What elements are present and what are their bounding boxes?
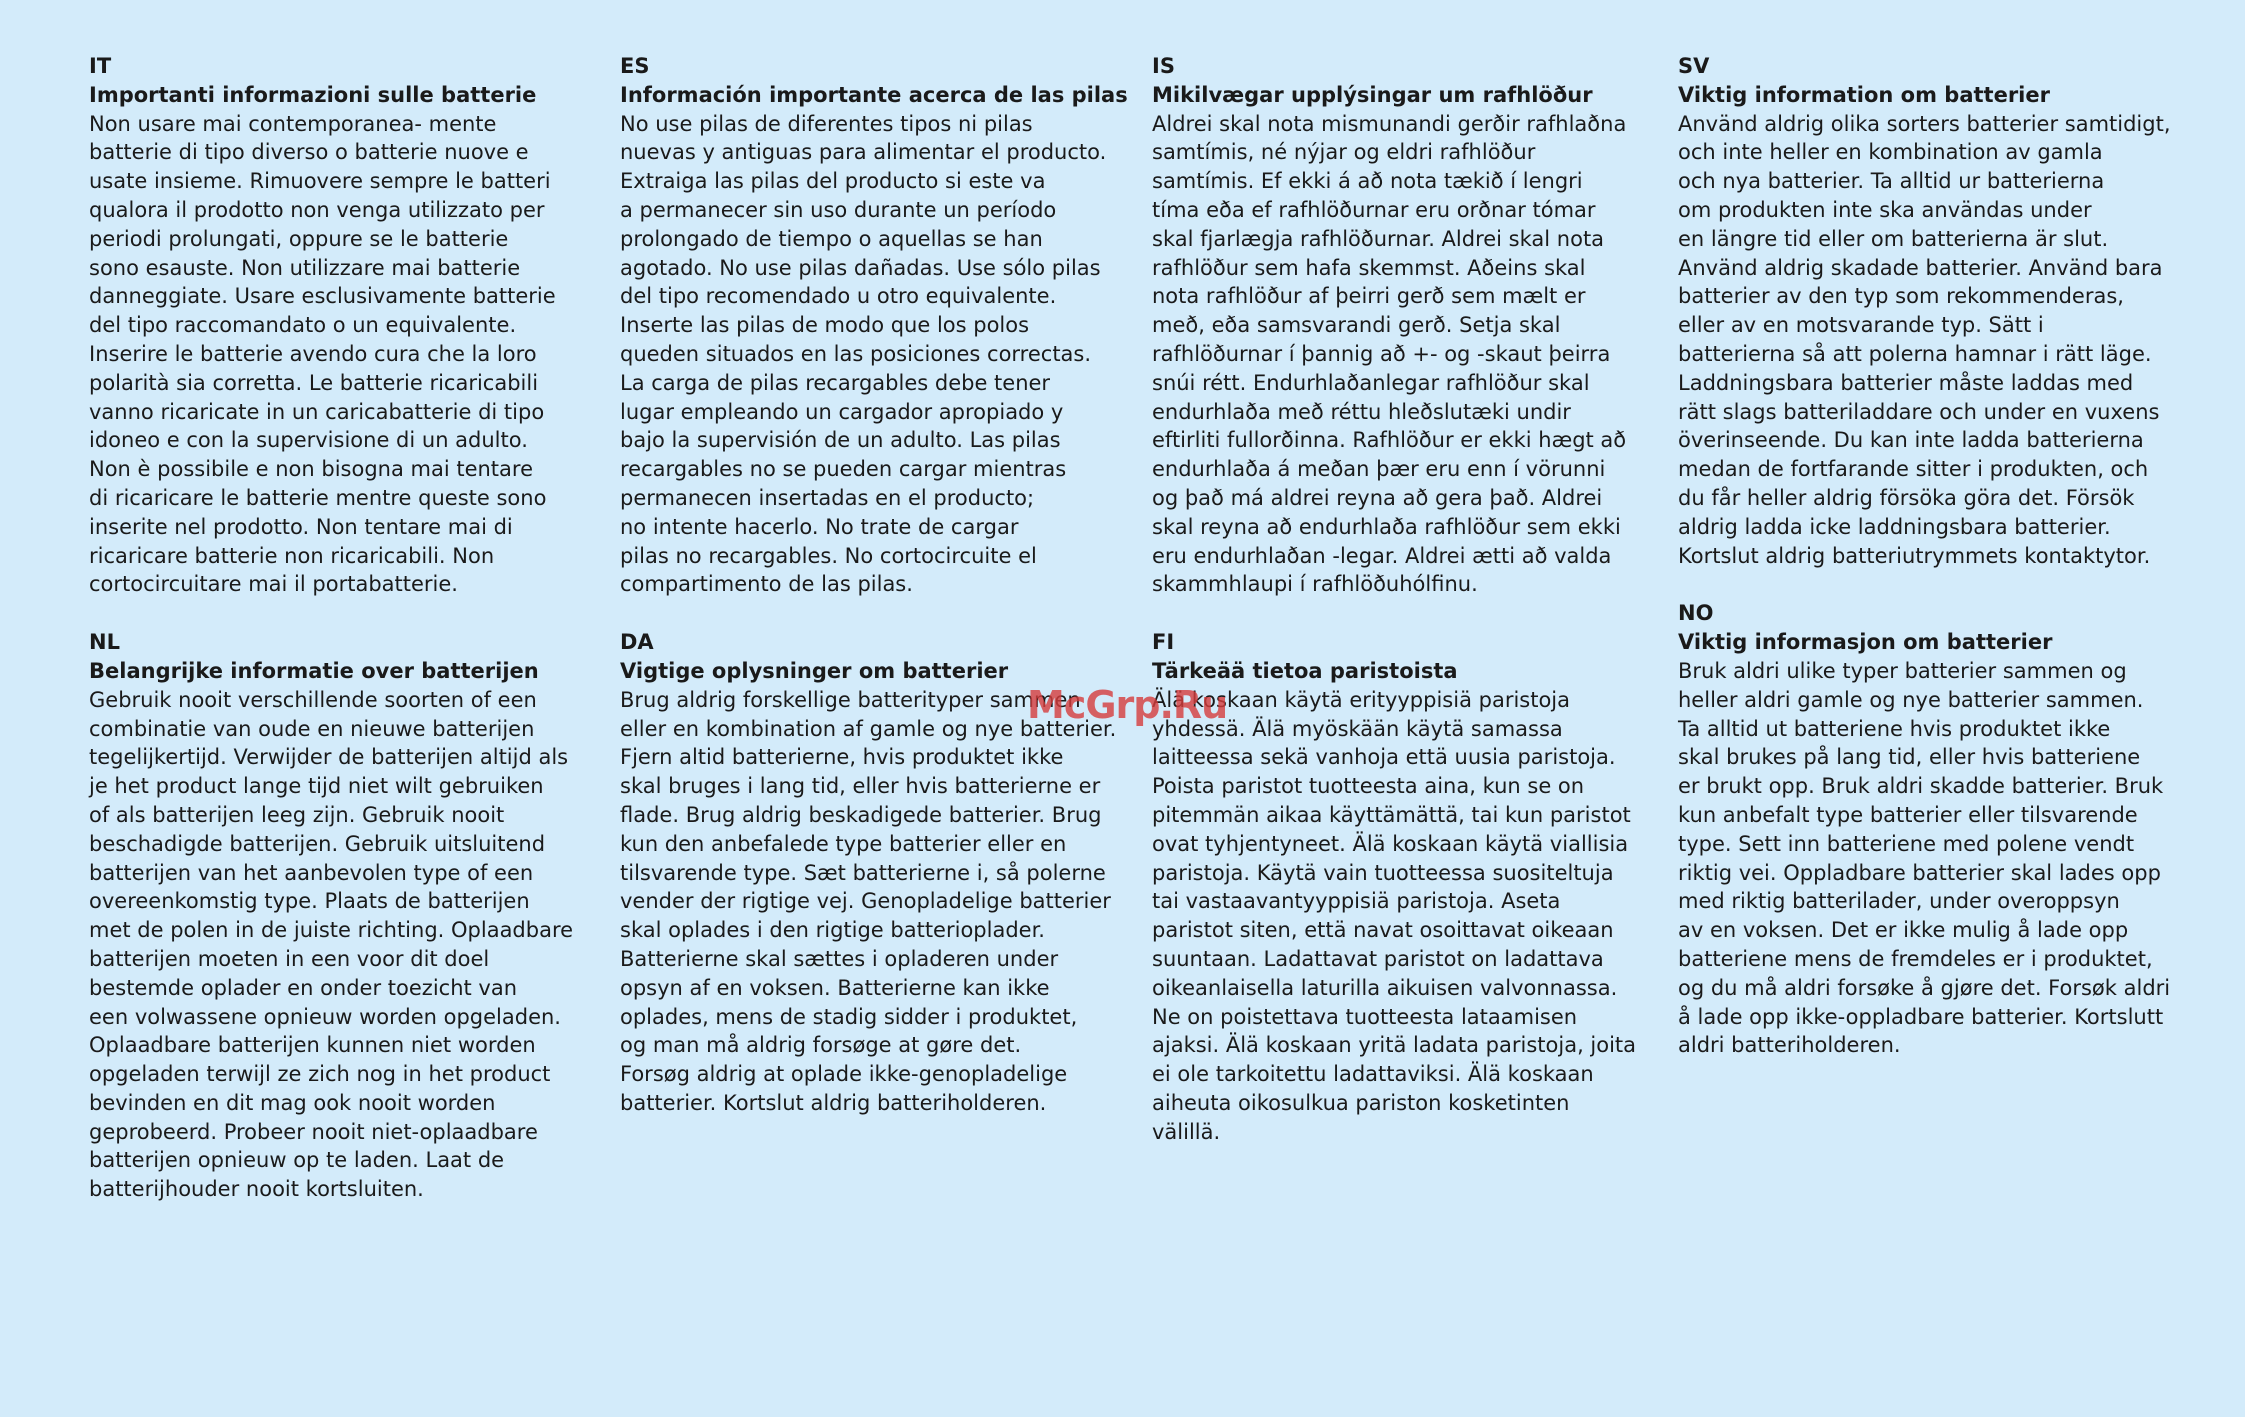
body-text-line: ajaksi. Älä koskaan yritä ladata paristoja, joita: [1152, 1033, 1637, 1058]
column-2: [620, 52, 1140, 1147]
body-text-line: riktig vei. Oppladbare batterier skal lades opp: [1678, 860, 2161, 885]
body-text-line: skammhlaupi í rafhlöðuhólfinu.: [1152, 572, 1478, 597]
column-1: [89, 52, 609, 1233]
section-heading: Belangrijke informatie over batterijen: [89, 658, 539, 683]
language-code: SV: [1678, 54, 1710, 78]
body-text-line: kun anbefalt type batterier eller tilsvarende: [1678, 802, 2138, 827]
body-text-line: inserite nel prodotto. Non tentare mai di: [89, 514, 513, 539]
body-text-line: om produkten inte ska användas under: [1678, 197, 2092, 222]
body-text-line: Batterierne skal sættes i opladeren under: [620, 946, 1059, 971]
body-text-line: een volwassene opnieuw worden opgeladen.: [89, 1004, 561, 1029]
body-text-line: bajo la supervisión de un adulto. Las pilas: [620, 428, 1061, 453]
body-text-line: en längre tid eller om batterierna är slut.: [1678, 226, 2109, 251]
body-text-line: qualora il prodotto non venga utilizzato per: [89, 197, 545, 222]
body-text-line: med riktig batterilader, under overoppsyn: [1678, 889, 2120, 914]
body-text-line: rafhlöðurnar í þannig að +- og -skaut þeirra: [1152, 341, 1611, 366]
section-heading: Tärkeää tietoa paristoista: [1152, 658, 1458, 683]
body-text-line: je het product lange tijd niet wilt gebruiken: [89, 774, 544, 799]
language-code: ES: [620, 54, 650, 78]
body-text-line: medan de fortfarande sitter i produkten, och: [1678, 457, 2149, 482]
section-heading: Importanti informazioni sulle batterie: [89, 82, 537, 107]
body-text-line: batterier av den typ som rekommenderas,: [1678, 284, 2124, 309]
body-text-line: samtímis, né nýjar og eldri rafhlöður: [1152, 140, 1536, 165]
body-text-line: usate insieme. Rimuovere sempre le batteri: [89, 169, 551, 194]
body-text-line: La carga de pilas recargables debe tener: [620, 370, 1051, 395]
body-text-line: Fjern altid batterierne, hvis produktet ikke: [620, 745, 1064, 770]
language-code: IS: [1152, 54, 1175, 78]
body-text-line: pilas no recargables. No cortocircuite el: [620, 543, 1037, 568]
body-text-line: permanecen insertadas en el producto;: [620, 485, 1035, 510]
body-text-line: ovat tyhjentyneet. Älä koskaan käytä viallisia: [1152, 831, 1629, 856]
body-text-line: type. Sett inn batteriene med polene vendt: [1678, 831, 2135, 856]
section-nl: [89, 628, 609, 1204]
body-text-line: endurhlaða með réttu hleðslutæki undir: [1152, 399, 1571, 424]
body-text-line: snúi rétt. Endurhlaðanlegar rafhlöður skal: [1152, 370, 1590, 395]
body-text-line: danneggiate. Usare esclusivamente batterie: [89, 284, 556, 309]
body-text-line: å lade opp ikke-oppladbare batterier. Kortslutt: [1678, 1004, 2164, 1029]
body-text-line: vanno ricaricate in un caricabatterie di tipo: [89, 399, 545, 424]
body-text-line: er brukt opp. Bruk aldri skadde batterier. Bruk: [1678, 774, 2164, 799]
language-code: IT: [89, 54, 112, 78]
body-text-line: heller aldri gamle og nye batterier sammen.: [1678, 687, 2144, 712]
column-4: [1678, 52, 2208, 1089]
body-text-line: di ricaricare le batterie mentre queste sono: [89, 485, 547, 510]
body-text-line: Älä koskaan käytä erityyppisiä paristoja: [1152, 687, 1571, 712]
body-text-line: oikeanlaisella laturilla aikuisen valvonnassa.: [1152, 975, 1618, 1000]
body-text-line: Aldrei skal nota mismunandi gerðir rafhlaðna: [1152, 111, 1627, 136]
body-text-line: Ta alltid ut batteriene hvis produktet ikke: [1678, 716, 2111, 741]
body-text-line: combinatie van oude en nieuwe batterijen: [89, 716, 535, 741]
body-text-line: ei ole tarkoitettu ladattaviksi. Älä koskaan: [1152, 1062, 1594, 1087]
body-text-line: bevinden en dit mag ook nooit worden: [89, 1090, 496, 1115]
body-text-line: paristoja. Käytä vain tuotteessa suositeltuja: [1152, 860, 1614, 885]
section-is: [1152, 52, 1672, 599]
body-text-line: opgeladen terwijl ze zich nog in het product: [89, 1062, 551, 1087]
body-text-line: no intente hacerlo. No trate de cargar: [620, 514, 1019, 539]
body-text-line: skal reyna að endurhlaða rafhlöður sem ekki: [1152, 514, 1621, 539]
body-text-line: opsyn af en voksen. Batterierne kan ikke: [620, 975, 1050, 1000]
body-text-line: vender der rigtige vej. Genopladelige batterier: [620, 889, 1111, 914]
body-text-line: samtímis. Ef ekki á að nota tækið í lengri: [1152, 169, 1583, 194]
body-text-line: batterijen van het aanbevolen type of een: [89, 860, 534, 885]
body-text-line: Oplaadbare batterijen kunnen niet worden: [89, 1033, 536, 1058]
body-text-line: agotado. No use pilas dañadas. Use sólo pilas: [620, 255, 1101, 280]
body-text-line: yhdessä. Älä myöskään käytä samassa: [1152, 716, 1563, 741]
section-heading: Vigtige oplysninger om batterier: [620, 658, 1009, 683]
body-text-line: a permanecer sin uso durante un período: [620, 197, 1057, 222]
section-fi: [1152, 628, 1672, 1146]
body-text-line: batterijen moeten in een voor dit doel: [89, 946, 490, 971]
section-sv: [1678, 52, 2208, 570]
body-text-line: Forsøg aldrig at oplade ikke-genopladelige: [620, 1062, 1068, 1087]
body-text-line: och inte heller en kombination av gamla: [1678, 140, 2103, 165]
body-text-line: nota rafhlöður af þeirri gerð sem mælt er: [1152, 284, 1586, 309]
body-text-line: Laddningsbara batterier måste laddas med: [1678, 370, 2134, 395]
body-text-line: Använd aldrig olika sorters batterier samtidigt,: [1678, 111, 2171, 136]
body-text-line: oplades, mens de stadig sidder i produktet,: [620, 1004, 1078, 1029]
section-es: [620, 52, 1140, 599]
body-text-line: beschadigde batterijen. Gebruik uitsluitend: [89, 831, 546, 856]
body-text-line: geprobeerd. Probeer nooit niet-oplaadbare: [89, 1119, 538, 1144]
body-text-line: periodi prolungati, oppure se le batterie: [89, 226, 509, 251]
body-text-line: tegelijkertijd. Verwijder de batterijen altijd als: [89, 745, 569, 770]
body-text-line: Poista paristot tuotteesta aina, kun se on: [1152, 774, 1585, 799]
body-text-line: paristot siten, että navat osoittavat oikeaan: [1152, 918, 1614, 943]
body-text-line: tilsvarende type. Sæt batterierne i, så polerne: [620, 860, 1106, 885]
body-text-line: du får heller aldrig försöka göra det. Försök: [1678, 485, 2135, 510]
body-text-line: Inserte las pilas de modo que los polos: [620, 313, 1030, 338]
section-heading: Información importante acerca de las pilas: [620, 82, 1128, 107]
section-heading: Mikilvægar upplýsingar um rafhlöður: [1152, 82, 1593, 107]
body-text-line: eller en kombination af gamle og nye batterier.: [620, 716, 1117, 741]
body-text-line: Bruk aldri ulike typer batterier sammen og: [1678, 658, 2127, 683]
body-text-line: of als batterijen leeg zijn. Gebruik nooit: [89, 802, 505, 827]
body-text-line: recargables no se pueden cargar mientras: [620, 457, 1067, 482]
language-code: NL: [89, 630, 120, 655]
body-text-line: batterier. Kortslut aldrig batteriholderen.: [620, 1090, 1047, 1115]
body-text-line: del tipo recomendado u otro equivalente.: [620, 284, 1057, 309]
body-text-line: aldrig ladda icke laddningsbara batterier.: [1678, 514, 2111, 539]
body-text-line: eru endurhlaðan -legar. Aldrei ætti að valda: [1152, 543, 1612, 568]
body-text-line: sono esauste. Non utilizzare mai batterie: [89, 255, 521, 280]
body-text-line: prolongado de tiempo o aquellas se han: [620, 226, 1043, 251]
body-text-line: Kortslut aldrig batteriutrymmets kontaktytor.: [1678, 543, 2151, 568]
body-text-line: rätt slags batteriladdare och under en vuxens: [1678, 399, 2160, 424]
body-text-line: Non è possibile e non bisogna mai tentare: [89, 457, 533, 482]
body-text-line: överinseende. Du kan inte ladda batterierna: [1678, 428, 2144, 453]
body-text-line: Brug aldrig forskellige batterityper sammen: [620, 687, 1081, 712]
body-text-line: Gebruik nooit verschillende soorten of een: [89, 687, 537, 712]
body-text-line: endurhlaða á meðan þær eru enn í vörunni: [1152, 457, 1606, 482]
body-text-line: Ne on poistettava tuotteesta lataamisen: [1152, 1004, 1578, 1029]
body-text-line: tai vastaavantyyppisiä paristoja. Aseta: [1152, 889, 1561, 914]
body-text-line: och nya batterier. Ta alltid ur batterierna: [1678, 169, 2105, 194]
body-text-line: bestemde oplader en onder toezicht van: [89, 975, 518, 1000]
body-text-line: queden situados en las posiciones correctas.: [620, 341, 1092, 366]
body-text-line: aldri batteriholderen.: [1678, 1033, 1901, 1058]
section-heading: Viktig informasjon om batterier: [1678, 630, 2053, 655]
body-text-line: No use pilas de diferentes tipos ni pilas: [620, 111, 1033, 136]
section-it: [89, 52, 609, 599]
body-text-line: polarità sia corretta. Le batterie ricaricabili: [89, 370, 539, 395]
body-text-line: og man må aldrig forsøge at gøre det.: [620, 1033, 1022, 1058]
body-text-line: eftirliti fullorðinna. Rafhlöður er ekki hægt að: [1152, 428, 1627, 453]
body-text-line: Non usare mai contemporanea- mente: [89, 111, 497, 136]
body-text-line: batterie di tipo diverso o batterie nuove e: [89, 140, 529, 165]
body-text-line: av en voksen. Det er ikke mulig å lade opp: [1678, 918, 2129, 943]
body-text-line: rafhlöður sem hafa skemmst. Aðeins skal: [1152, 255, 1586, 280]
body-text-line: skal brukes på lang tid, eller hvis batteriene: [1678, 745, 2141, 770]
body-text-line: pitemmän aikaa käyttämättä, tai kun paristot: [1152, 802, 1631, 827]
column-3: [1152, 52, 1672, 1175]
language-code: FI: [1152, 630, 1175, 655]
body-text-line: kun den anbefalede type batterier eller en: [620, 831, 1067, 856]
body-text-line: del tipo raccomandato o un equivalente.: [89, 313, 517, 338]
body-text-line: og það má aldrei reyna að gera það. Aldrei: [1152, 485, 1603, 510]
body-text-line: batterijhouder nooit kortsluiten.: [89, 1177, 424, 1202]
body-text-line: batteriene mens de fremdeles er i produktet,: [1678, 946, 2153, 971]
body-text-line: skal fjarlægja rafhlöðurnar. Aldrei skal nota: [1152, 226, 1605, 251]
body-text-line: välillä.: [1152, 1119, 1221, 1144]
body-text-line: nuevas y antiguas para alimentar el producto.: [620, 140, 1107, 165]
section-heading: Viktig information om batterier: [1678, 82, 2050, 107]
body-text-line: Extraiga las pilas del producto si este va: [620, 169, 1046, 194]
body-text-line: ricaricare batterie non ricaricabili. Non: [89, 543, 495, 568]
body-text-line: eller av en motsvarande typ. Sätt i: [1678, 313, 2044, 338]
language-code: DA: [620, 630, 654, 655]
body-text-line: idoneo e con la supervisione di un adulto.: [89, 428, 528, 453]
body-text-line: skal oplades i den rigtige batterioplader.: [620, 918, 1045, 943]
body-text-line: compartimento de las pilas.: [620, 572, 913, 597]
body-text-line: overeenkomstig type. Plaats de batterijen: [89, 889, 530, 914]
body-text-line: batterijen opnieuw op te laden. Laat de: [89, 1148, 505, 1173]
body-text-line: laitteessa sekä vanhoja että uusia paristoja.: [1152, 745, 1616, 770]
body-text-line: tíma eða ef rafhlöðurnar eru orðnar tómar: [1152, 197, 1596, 222]
body-text-line: lugar empleando un cargador apropiado y: [620, 399, 1064, 424]
body-text-line: og du må aldri forsøke å gjøre det. Forsøk aldri: [1678, 975, 2171, 1000]
body-text-line: met de polen in de juiste richting. Oplaadbare: [89, 918, 574, 943]
body-text-line: aiheuta oikosulkua pariston kosketinten: [1152, 1090, 1570, 1115]
body-text-line: skal bruges i lang tid, eller hvis batterierne er: [620, 774, 1101, 799]
body-text-line: flade. Brug aldrig beskadigede batterier. Brug: [620, 802, 1102, 827]
body-text-line: með, eða samsvarandi gerð. Setja skal: [1152, 313, 1561, 338]
section-no: [1678, 599, 2208, 1060]
body-text-line: Använd aldrig skadade batterier. Använd bara: [1678, 255, 2163, 280]
body-text-line: batterierna så att polerna hamnar i rätt läge.: [1678, 341, 2152, 366]
language-code: NO: [1678, 601, 1714, 626]
body-text-line: suuntaan. Ladattavat paristot on ladattava: [1152, 946, 1604, 971]
body-text-line: cortocircuitare mai il portabatterie.: [89, 572, 458, 597]
body-text-line: Inserire le batterie avendo cura che la loro: [89, 341, 537, 366]
watermark: McGrp.Ru: [1027, 683, 1228, 727]
